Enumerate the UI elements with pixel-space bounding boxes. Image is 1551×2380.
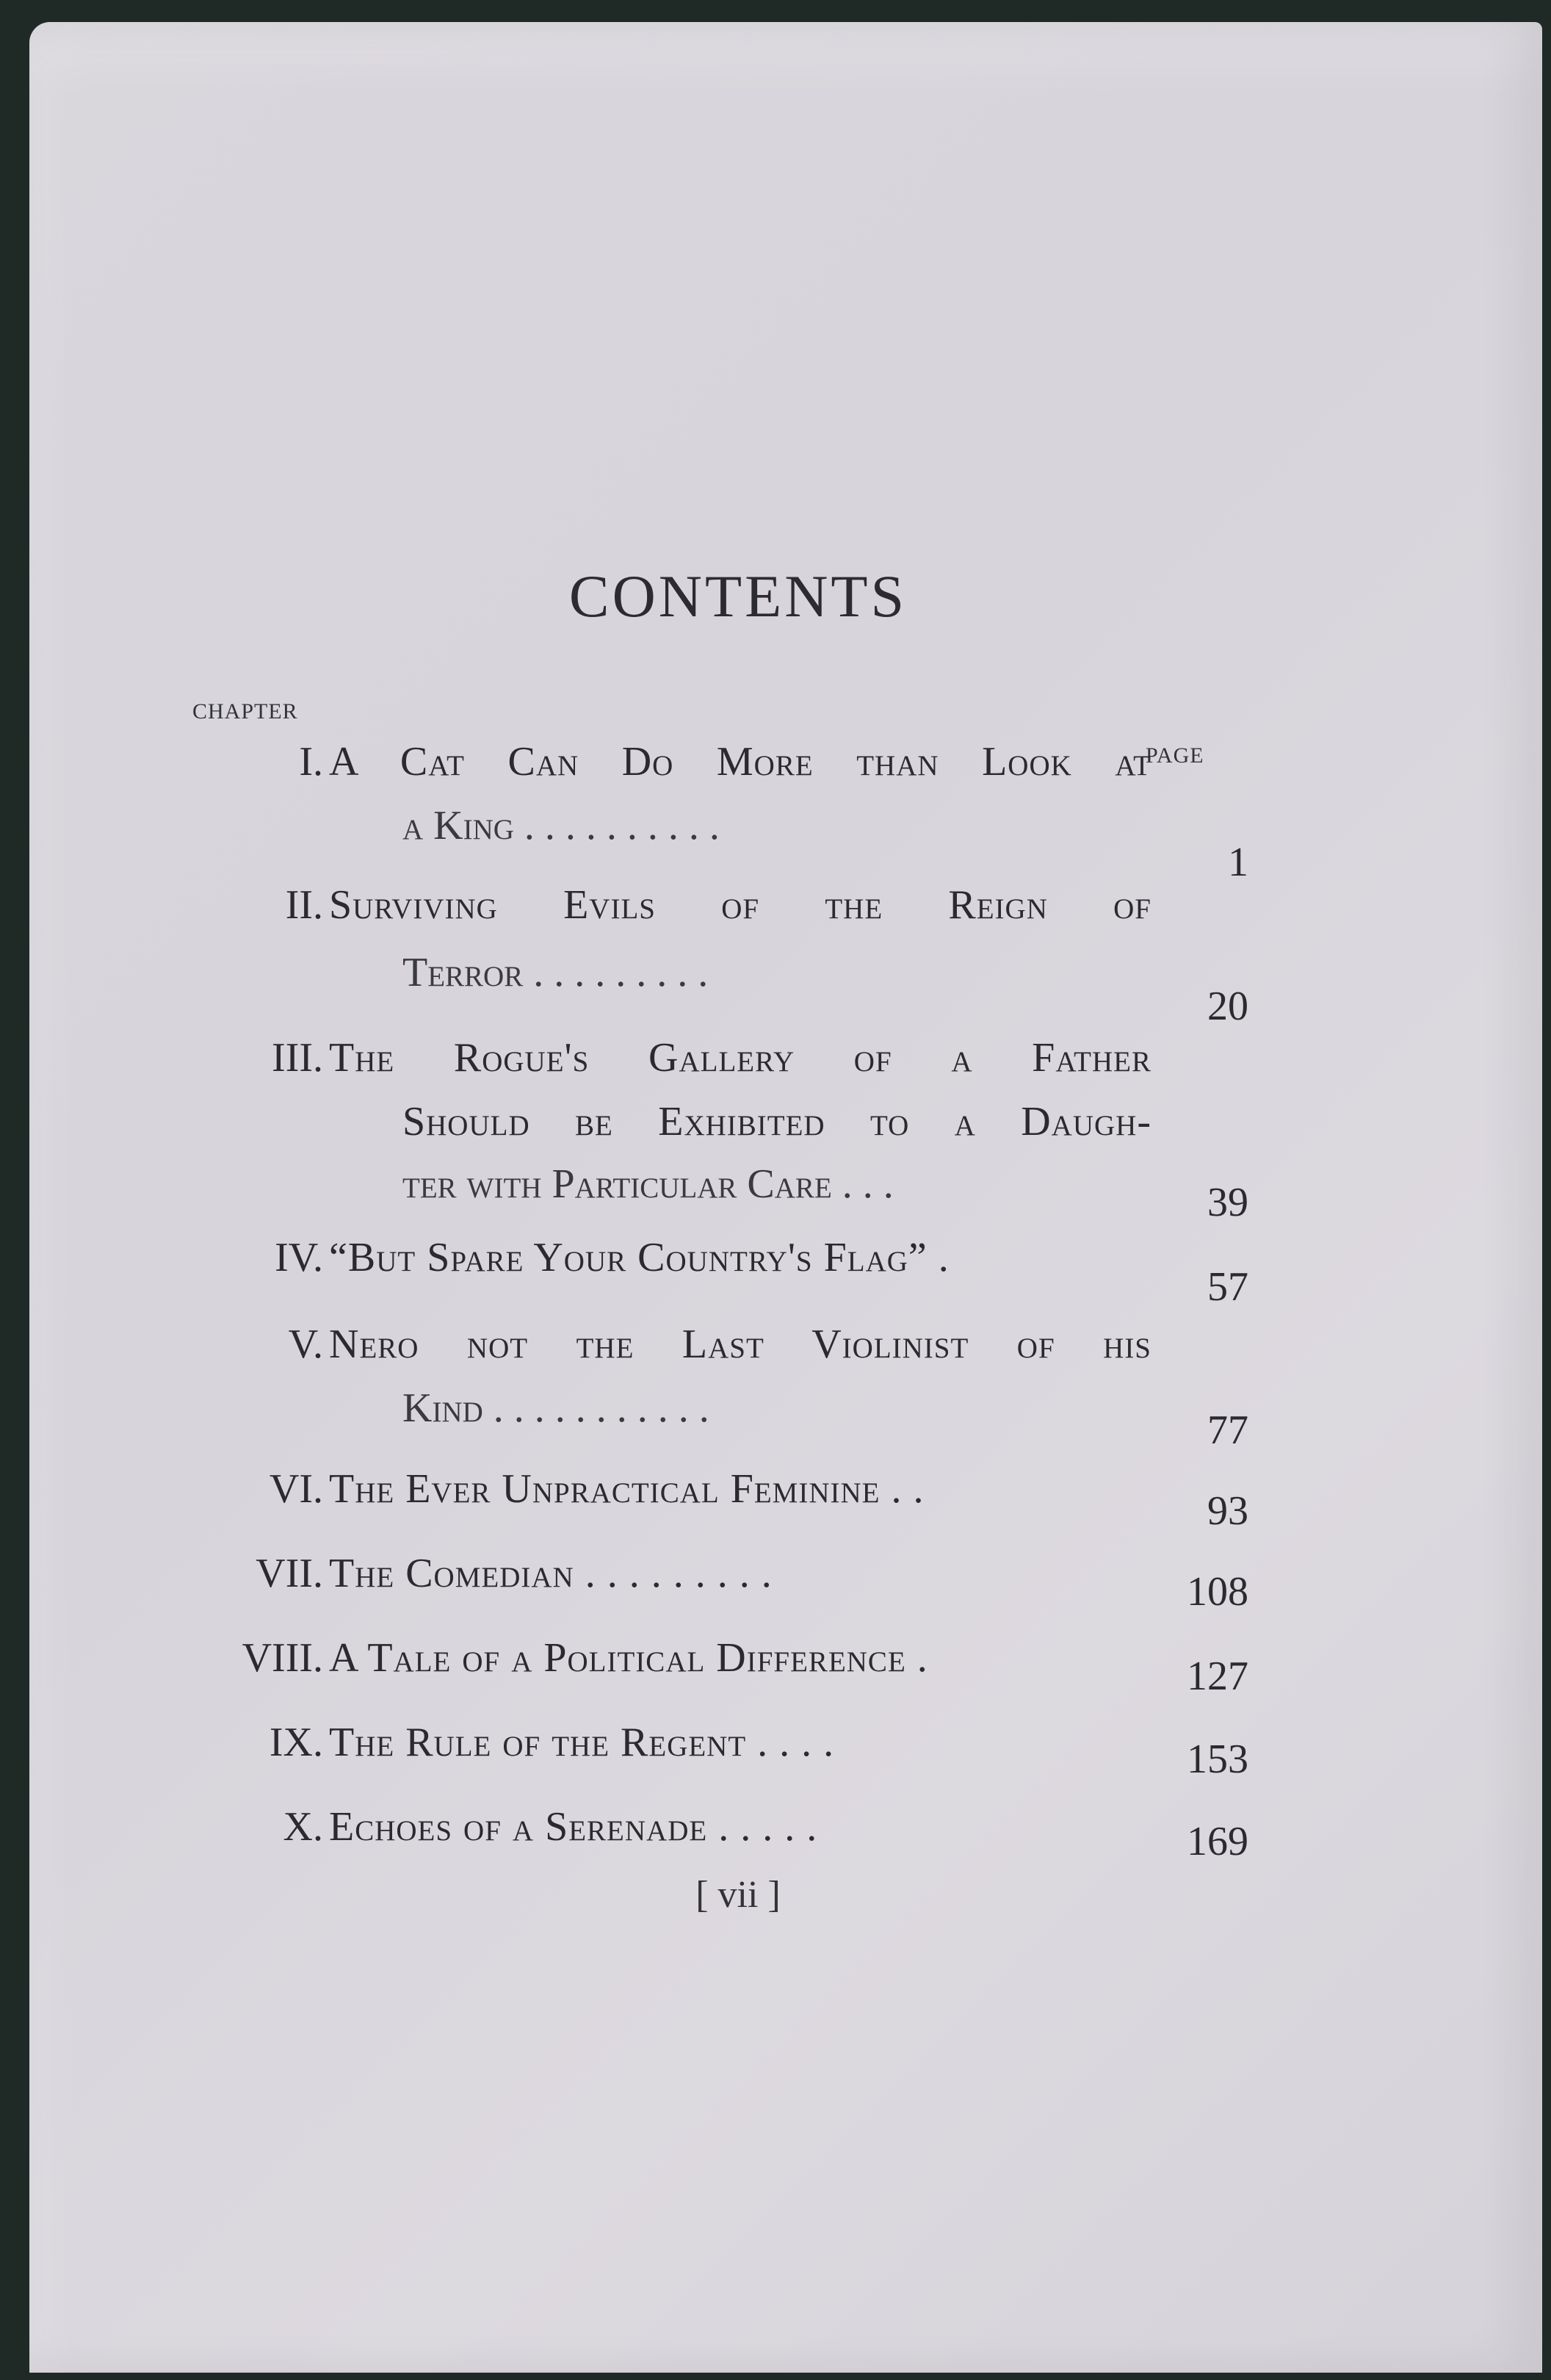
page-number: 169	[1187, 1819, 1248, 1864]
chapter-number: VII.	[256, 1551, 323, 1596]
chapter-title-line: Echoes of a Serenade . . . . .	[329, 1804, 818, 1850]
chapter-number: II.	[285, 882, 323, 928]
page-number: 153	[1187, 1737, 1248, 1782]
book-page	[29, 22, 1542, 2373]
chapter-number: X.	[283, 1804, 323, 1850]
page-number: 108	[1187, 1569, 1248, 1615]
chapter-title-line: Terror . . . . . . . . .	[402, 950, 709, 995]
chapter-title-line: A Cat Can Do More than Look at	[329, 739, 1152, 785]
chapter-title-line: Nero not the Last Violinist of his	[329, 1321, 1152, 1367]
chapter-number: IX.	[269, 1720, 323, 1765]
page-number: 127	[1187, 1654, 1248, 1699]
page-number: 20	[1207, 984, 1248, 1029]
page-number: 57	[1207, 1264, 1248, 1310]
chapter-title-line: Should be Exhibited to a Daugh-	[402, 1099, 1152, 1144]
chapter-title-line: ter with Particular Care . . .	[402, 1161, 894, 1207]
chapter-number: V.	[288, 1321, 323, 1367]
page-number: 1	[1228, 840, 1248, 885]
chapter-number: IV.	[275, 1235, 323, 1280]
page-title: CONTENTS	[568, 563, 908, 630]
page-number: 77	[1207, 1407, 1248, 1453]
chapter-title-line: The Rogue's Gallery of a Father	[329, 1035, 1152, 1081]
chapter-number: I.	[299, 739, 323, 785]
chapter-title-line: Surviving Evils of the Reign of	[329, 882, 1152, 928]
chapter-title-line: The Ever Unpractical Feminine . .	[329, 1466, 925, 1512]
page-number: 39	[1207, 1180, 1248, 1225]
chapter-number: III.	[272, 1035, 323, 1081]
page-folio: [ vii ]	[695, 1874, 781, 1916]
page-number: 93	[1207, 1488, 1248, 1534]
chapter-number: VIII.	[242, 1635, 323, 1681]
chapter-title-line: The Comedian . . . . . . . . .	[329, 1551, 773, 1596]
chapter-title-line: “But Spare Your Country's Flag” .	[329, 1235, 950, 1280]
chapter-title-line: The Rule of the Regent . . . .	[329, 1720, 835, 1765]
chapter-title-line: a King . . . . . . . . . .	[402, 803, 720, 848]
chapter-title-line: A Tale of a Political Difference .	[329, 1635, 928, 1681]
page-column-label: PAGE	[1146, 743, 1204, 768]
chapter-title-line: Kind . . . . . . . . . . .	[402, 1385, 709, 1431]
chapter-number: VI.	[269, 1466, 323, 1512]
chapter-column-label: CHAPTER	[192, 699, 298, 724]
